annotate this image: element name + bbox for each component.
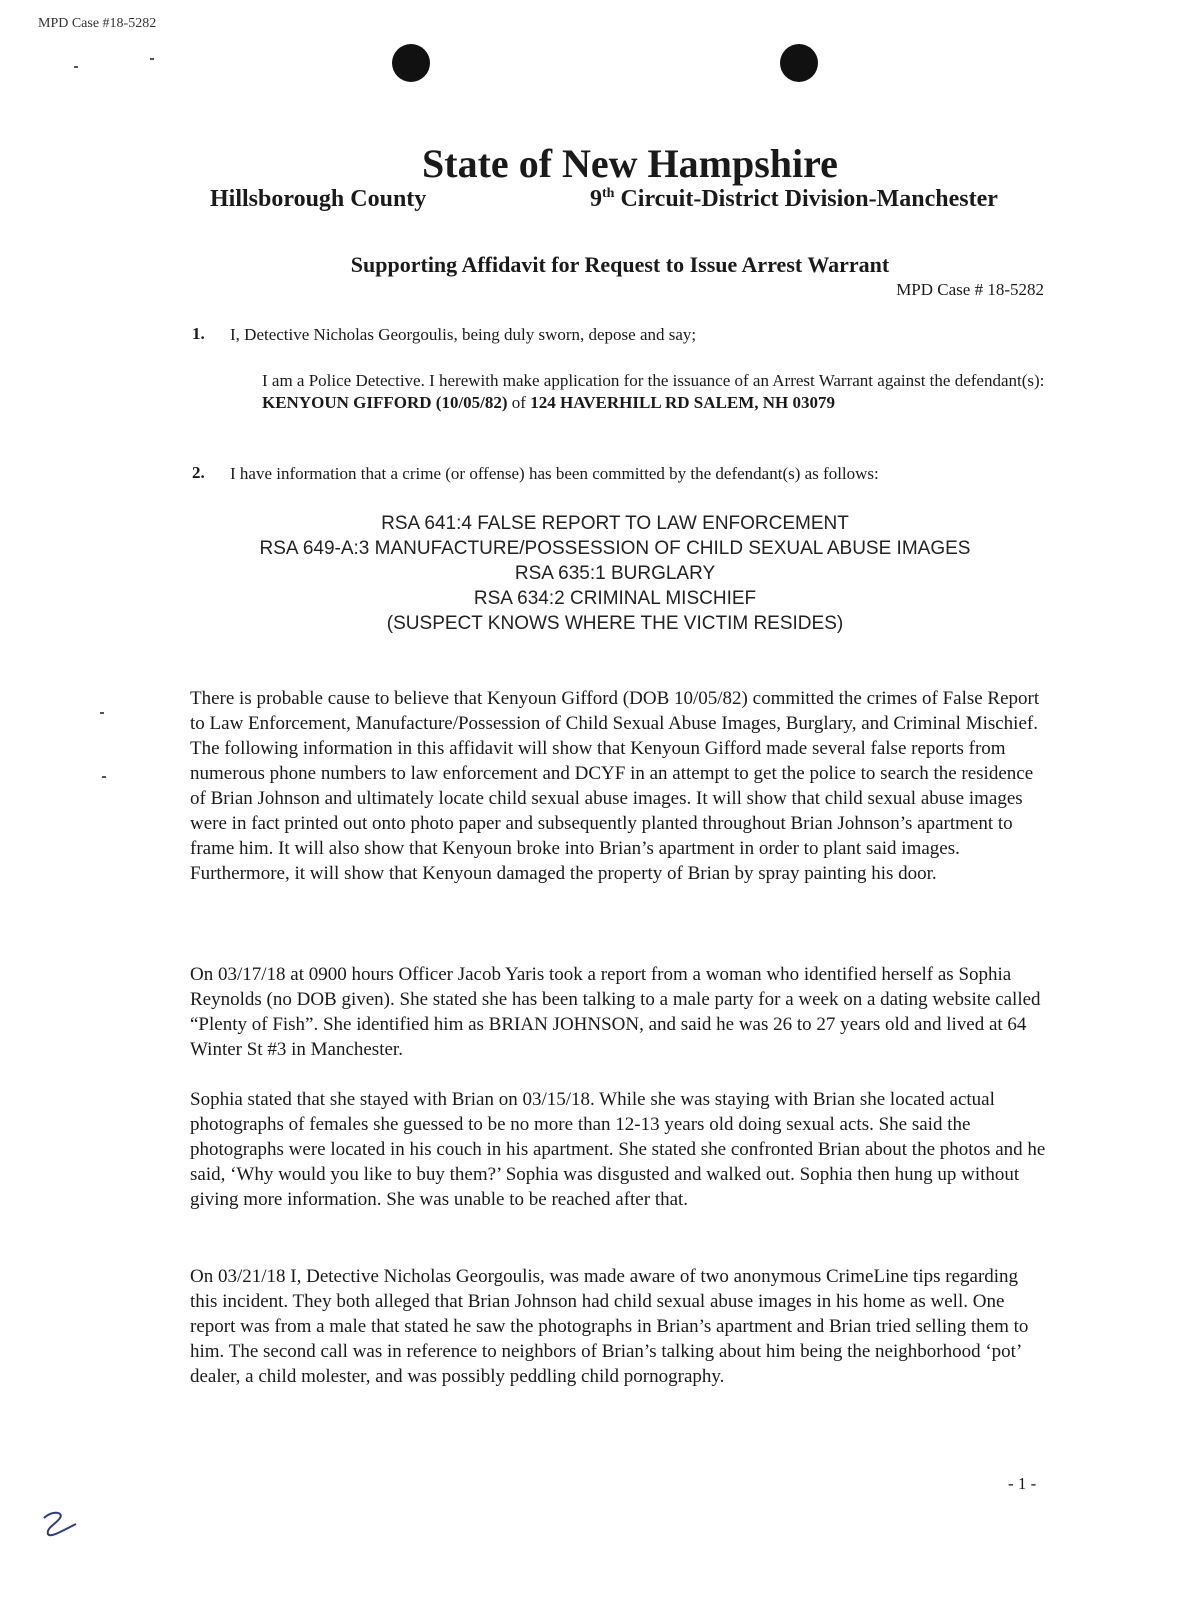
court-name xyxy=(590,186,998,213)
charges-list xyxy=(0,511,1200,636)
court-number: 9 xyxy=(590,186,602,212)
charge-item: RSA 635:1 BURGLARY xyxy=(514,563,716,584)
page-number: - 1 - xyxy=(1008,1474,1037,1493)
section-1-number: 1. xyxy=(192,324,205,343)
county-name: Hillsborough County xyxy=(210,186,427,212)
charge-item: RSA 649-A:3 MANUFACTURE/POSSESSION OF CHILD SEXUAL ABUSE IMAGES xyxy=(259,538,971,559)
charge-item: RSA 634:2 CRIMINAL MISCHIEF xyxy=(473,588,757,609)
scan-speck xyxy=(74,66,78,68)
section-2-intro: I have information that a crime (or offense) has been committed by the defendant(s) as follows: xyxy=(230,464,879,483)
page-title: State of New Hampshire xyxy=(422,141,838,186)
body-paragraph: Sophia stated that she stayed with Brian on 03/15/18. While she was staying with Brian she located actual photographs of females she guessed to be no more than 12-13 years old doing sexual acts. She said the photographs were located in his couch in his apartment. She stated she confronted Brian about the photos and he said, ‘Why would you like to buy them?’ Sophia was disgusted and walked out. Sophia then hung up without giving more information. She was unable to be reached after that. xyxy=(190,1089,1046,1210)
body-paragraph: On 03/17/18 at 0900 hours Officer Jacob Yaris took a report from a woman who identified herself as Sophia Reynolds (no DOB given). She stated she has been talking to a male party for a week on a dating website called “Plenty of Fish”. She identified him as BRIAN JOHNSON, and said he was 26 to 27 years old and lived at 64 Winter St #3 in Manchester. xyxy=(190,964,1041,1060)
section-2-number: 2. xyxy=(192,463,205,482)
scan-speck xyxy=(150,58,154,60)
punch-hole-right xyxy=(780,44,818,82)
scan-speck xyxy=(102,776,106,778)
section-1-text-start: I am a Police Detective. I herewith make application for the issuance of an Arrest Warrant against the defendant(s): xyxy=(262,371,1045,390)
defendant-address: 124 HAVERHILL RD SALEM, NH 03079 xyxy=(530,393,836,412)
body-paragraph: There is probable cause to believe that Kenyoun Gifford (DOB 10/05/82) committed the crimes of False Report to Law Enforcement, Manufacture/Possession of Child Sexual Abuse Images, Burglary, and Criminal Mischief. The following information in this affidavit will show that Kenyoun Gifford made several false reports from numerous phone numbers to law enforcement and DCYF in an attempt to get the police to search the residence of Brian Johnson and ultimately locate child sexual abuse images. It will show that child sexual abuse images were in fact printed out onto photo paper and subsequently planted throughout Brian Johnson’s apartment to frame him. It will also show that Kenyoun broke into Brian’s apartment in order to plant said images. Furthermore, it will show that Kenyoun damaged the property of Brian by spray painting his door. xyxy=(190,688,1040,884)
charge-note: (SUSPECT KNOWS WHERE THE VICTIM RESIDES) xyxy=(386,613,844,634)
section-1-text xyxy=(262,370,1052,414)
defendant-name: KENYOUN GIFFORD (10/05/82) xyxy=(262,393,508,412)
body-paragraph: On 03/21/18 I, Detective Nicholas Georgoulis, was made aware of two anonymous CrimeLine tips regarding this incident. They both alleged that Brian Johnson had child sexual abuse images in his home as well. One report was from a male that stated he saw the photographs in Brian’s apartment and Brian tried selling them to him. The second call was in reference to neighbors of Brian’s talking about him being the neighborhood ‘pot’ dealer, a child molester, and was possibly peddling child pornography. xyxy=(190,1266,1029,1387)
case-number: MPD Case # 18-5282 xyxy=(896,280,1044,299)
initials-mark xyxy=(38,1506,84,1540)
case-number-top: MPD Case #18-5282 xyxy=(38,16,157,31)
charge-item: RSA 641:4 FALSE REPORT TO LAW ENFORCEMENT xyxy=(381,513,849,534)
scan-speck xyxy=(100,712,104,714)
court-ordinal: th xyxy=(602,186,615,201)
section-1-intro: I, Detective Nicholas Georgoulis, being duly sworn, depose and say; xyxy=(230,325,697,344)
court-division: Circuit-District Division-Manchester xyxy=(614,186,998,212)
punch-hole-left xyxy=(392,44,430,82)
document-subtitle: Supporting Affidavit for Request to Issue Arrest Warrant xyxy=(350,252,890,277)
section-1-text-of: of xyxy=(507,393,531,412)
